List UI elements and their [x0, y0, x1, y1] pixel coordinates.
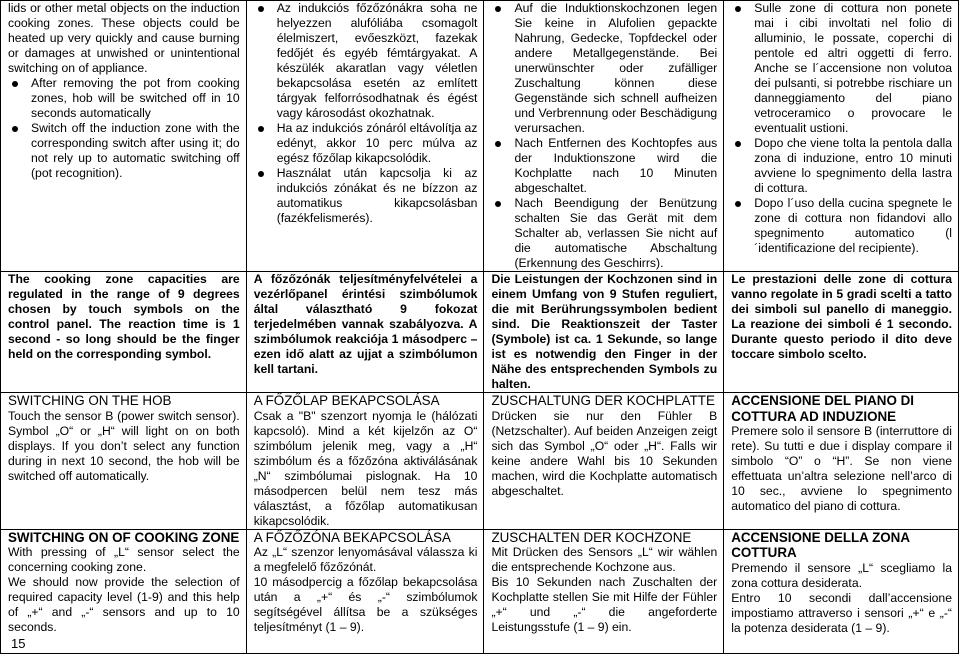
- list-item: [491, 1, 717, 136]
- paragraph: Csak a "B" szenzort nyomja le (hálózati kapcsoló). Mind a két kijelzőn az O“ szimbólum jelenik meg, vagy a „H“ szimbólum és a főzőzóna aktiválásának „N“ szimbólumai pislognak. Ha 10 másodpercen belül nem tesz más választást, a főzőlap automatikusan kikapcsolódik.: [253, 408, 478, 528]
- paragraph: Az „L“ szenzor lenyomásával válassza ki a megfelelő főzőzónát.: [253, 545, 478, 574]
- bullet-icon: [495, 201, 501, 207]
- list-item-text: Auf die Induktionskochzonen legen Sie keine in Alufolien gepackte Nahrung, Gedecke, Topfdeckel oder andere Metallgegenstände. Bei unerwünschter oder zufälliger Zuschaltung können diese Gegenstände sich schnell aufheizen und Verbrennung oder Beschädigung verursachen.: [514, 1, 718, 135]
- list-item: [731, 1, 952, 136]
- cell-it-capacities: [724, 272, 959, 393]
- paragraph: Drücken sie nur den Fühler B (Netzschalter). Auf beiden Anzeigen zeigt sich das Symbol „O“ oder „H“. Falls wir keine andere Wahl bis 10 Sekunden machen, wird die Kochplatte automatisch abgeschaltet.: [491, 408, 718, 498]
- bullet-list: [731, 1, 952, 256]
- paragraph: A főzőzónák teljesítményfelvételei a vezérlőpanel érintési szimbólumok által választható 9 fokozat terjedelmében vannak szabályozva. A szimbólumok reakciója 1 másodperc – ezen idő alatt az ujjat a szimbólumon kell tartani.: [253, 272, 478, 376]
- section-heading: ACCENSIONE DEL PIANO DI COTTURA AD INDUZIONE: [731, 393, 914, 424]
- cell-de-switching-on-zone: [484, 529, 724, 653]
- list-item-text: After removing the pot from cooking zones, hob will be switched off in 10 seconds automatically: [31, 76, 240, 120]
- cell-hu-capacities: [246, 272, 484, 393]
- list-item: [491, 196, 717, 271]
- bullet-list: [254, 1, 478, 226]
- bullet-icon: [735, 141, 741, 147]
- list-item-text: Nach Beendigung der Benützung schalten Sie das Gerät mit dem Schalter ab, verlassen Sie nicht auf die automatische Abschaltung (Erkennung des Geschirrs).: [514, 196, 718, 270]
- page-number: 15: [11, 636, 26, 651]
- bullet-icon: [258, 171, 264, 177]
- cell-de-switching-on-hob: [484, 393, 724, 530]
- cell-de-safety: [484, 1, 724, 272]
- paragraph: The cooking zone capacities are regulated in the range of 9 degrees chosen by touch symbols on the control panel. The reaction time is 1 second - so long should be the finger held on the corresponding symbol.: [8, 272, 240, 361]
- paragraph: With pressing of „L“ sensor select the concerning cooking zone.: [8, 545, 240, 574]
- cell-it-safety: [724, 1, 959, 272]
- bullet-icon: [258, 126, 264, 132]
- cell-it-switching-on-zone: [724, 529, 959, 653]
- list-item: [491, 136, 717, 196]
- list-item-text: Dopo l´uso della cucina spegnete le zone di cottura non fidandovi allo spegnimento automatico (l´identificazione del recipiente).: [754, 196, 952, 255]
- paragraph: Touch the sensor B (power switch sensor). Symbol „O“ or „H“ will light on on both displays. If you don’t select any function during in next 10 second, the hob will be switched off automatically.: [8, 408, 240, 483]
- list-item: [8, 76, 240, 121]
- cell-de-capacities: [484, 272, 724, 393]
- section-heading: ZUSCHALTEN DER KOCHZONE: [491, 529, 692, 545]
- section-heading: SWITCHING ON OF COOKING ZONE: [8, 529, 240, 545]
- bullet-icon: [735, 201, 741, 207]
- bullet-list: [491, 1, 717, 271]
- paragraph: Premendo il sensore „L“ scegliamo la zona cottura desiderata.: [731, 560, 952, 590]
- section-heading: ZUSCHALTUNG DER KOCHPLATTE: [491, 393, 715, 408]
- cell-en-switching-on-zone: [1, 529, 247, 653]
- list-item: [731, 196, 952, 256]
- list-item: [254, 121, 478, 166]
- bullet-icon: [258, 6, 264, 12]
- list-item-text: Használat után kapcsolja ki az indukciós zónákat és ne bízzon az automatikus kikapcsolásban (fazékfelismerés).: [276, 166, 478, 225]
- list-item: [731, 136, 952, 196]
- paragraph: Le prestazioni delle zone di cottura vanno regolate in 5 gradi scelti a tatto dei simboli sul panello di maneggio. La reazione dei simboli é 1 secondo. Durante questo periodo il dito deve toccare simbolo scelto.: [731, 272, 952, 361]
- table-row-safety: [1, 1, 959, 272]
- cell-hu-switching-on-zone: [246, 529, 484, 653]
- paragraph: 10 másodpercig a főzőlap bekapcsolása után a „+“ és „-“ szimbólumok segítségével állítsa be a szükséges teljesítményt (1 – 9).: [253, 575, 478, 634]
- list-item-text: Sulle zone di cottura non ponete mai i cibi involtati nel folio di alluminio, le possate, coperchi di pentole ed altri oggetti di ferro. Anche se l´accensione non volutoa dei pulsanti, si potrebbe rischiare un danneggiamento del piano vetroceramico o provocare le eventualit ustioni.: [754, 1, 952, 135]
- list-item-text: Switch off the induction zone with the corresponding switch after using it; do not rely up to automatic switching off (pot recognition).: [31, 121, 240, 180]
- bullet-list: [8, 76, 240, 181]
- bullet-icon: [735, 6, 741, 12]
- cell-it-switching-on-hob: [724, 393, 959, 530]
- paragraph: Bis 10 Sekunden nach Zuschalten der Kochplatte stellen Sie mit Hilfe der Fühler „+“ und „-“ die angeforderte Leistungsstufe (1 – 9) ein.: [491, 575, 718, 634]
- table-row-switching-on-hob: [1, 393, 959, 530]
- section-heading: ACCENSIONE DELLA ZONA COTTURA: [731, 529, 910, 560]
- section-heading: A FŐZŐLAP BEKAPCSOLÁSA: [253, 393, 440, 408]
- cell-en-safety: [1, 1, 247, 272]
- bullet-icon: [12, 126, 18, 132]
- paragraph: Mit Drücken des Sensors „L“ wir wählen die entsprechende Kochzone aus.: [491, 545, 718, 574]
- list-item-text: Az indukciós főzőzónákra soha ne helyezzen alufóliába csomagolt élelmiszert, evőeszközt, fazekak fedőjét és egyéb fémtárgyakat. A készülék akaratlan vagy véletlen bekapcsolása esetén az említett tárgyak felforrósodhatnak és égést vagy károsodást okozhatnak.: [276, 1, 478, 120]
- paragraph: Die Leistungen der Kochzonen sind in einem Umfang von 9 Stufen reguliert, die mit Berührungssymbolen bedient sind. Die Reaktionszeit der Taster (Symbole) ist ca. 1 Sekunde, so lange ist es notwendig den Finger in der Nähe des entsprechenden Symbols zu halten.: [491, 272, 718, 391]
- bullet-icon: [495, 6, 501, 12]
- list-item-text: Dopo che viene tolta la pentola dalla zona di induzione, entro 10 minuti avviene lo spegnimento della lastra di cottura.: [754, 136, 952, 195]
- list-item-text: Nach Entfernen des Kochtopfes aus der Induktionszone wird die Kochplatte nach 10 Minuten abgeschaltet.: [514, 136, 718, 195]
- paragraph: Entro 10 secondi dall’accensione impostiamo attraverso i sensori „+“ e „-“ la potenza desiderata (1 – 9).: [731, 590, 952, 635]
- bullet-icon: [495, 141, 501, 147]
- cell-hu-safety: [246, 1, 484, 272]
- paragraph: Premere solo il sensore B (interruttore di rete). Su tutti e due i display compare il simbolo “O” o “H”. Se non viene effettuata un’altra selezione nell’arco di 10 sec., avviene lo spegnimento automatico del piano di cottura.: [731, 424, 952, 513]
- list-item-text: Ha az indukciós zónáról eltávolítja az edényt, akkor 10 perc múlva az egész főzőlap kikapcsolódik.: [276, 121, 478, 165]
- table-row-switching-on-zone: [1, 529, 959, 653]
- list-item: [254, 166, 478, 226]
- paragraph: We should now provide the selection of required capacity level (1-9) and this help of „+“ and „-“ sensors and up to 10 seconds.: [8, 575, 240, 634]
- cell-hu-switching-on-hob: [246, 393, 484, 530]
- list-item: [8, 121, 240, 181]
- bullet-icon: [12, 81, 18, 87]
- cell-en-switching-on-hob: [1, 393, 247, 530]
- list-item: [254, 1, 478, 121]
- table-row-capacities: [1, 272, 959, 393]
- cell-en-capacities: [1, 272, 247, 393]
- section-heading: SWITCHING ON THE HOB: [8, 393, 172, 408]
- paragraph: lids or other metal objects on the induction cooking zones. These objects could be heated up very quickly and cause burning or damages at unwished or unintentional switching on of appliance.: [8, 1, 240, 75]
- section-heading: A FŐZŐZÓNA BEKAPCSOLÁSA: [253, 529, 451, 545]
